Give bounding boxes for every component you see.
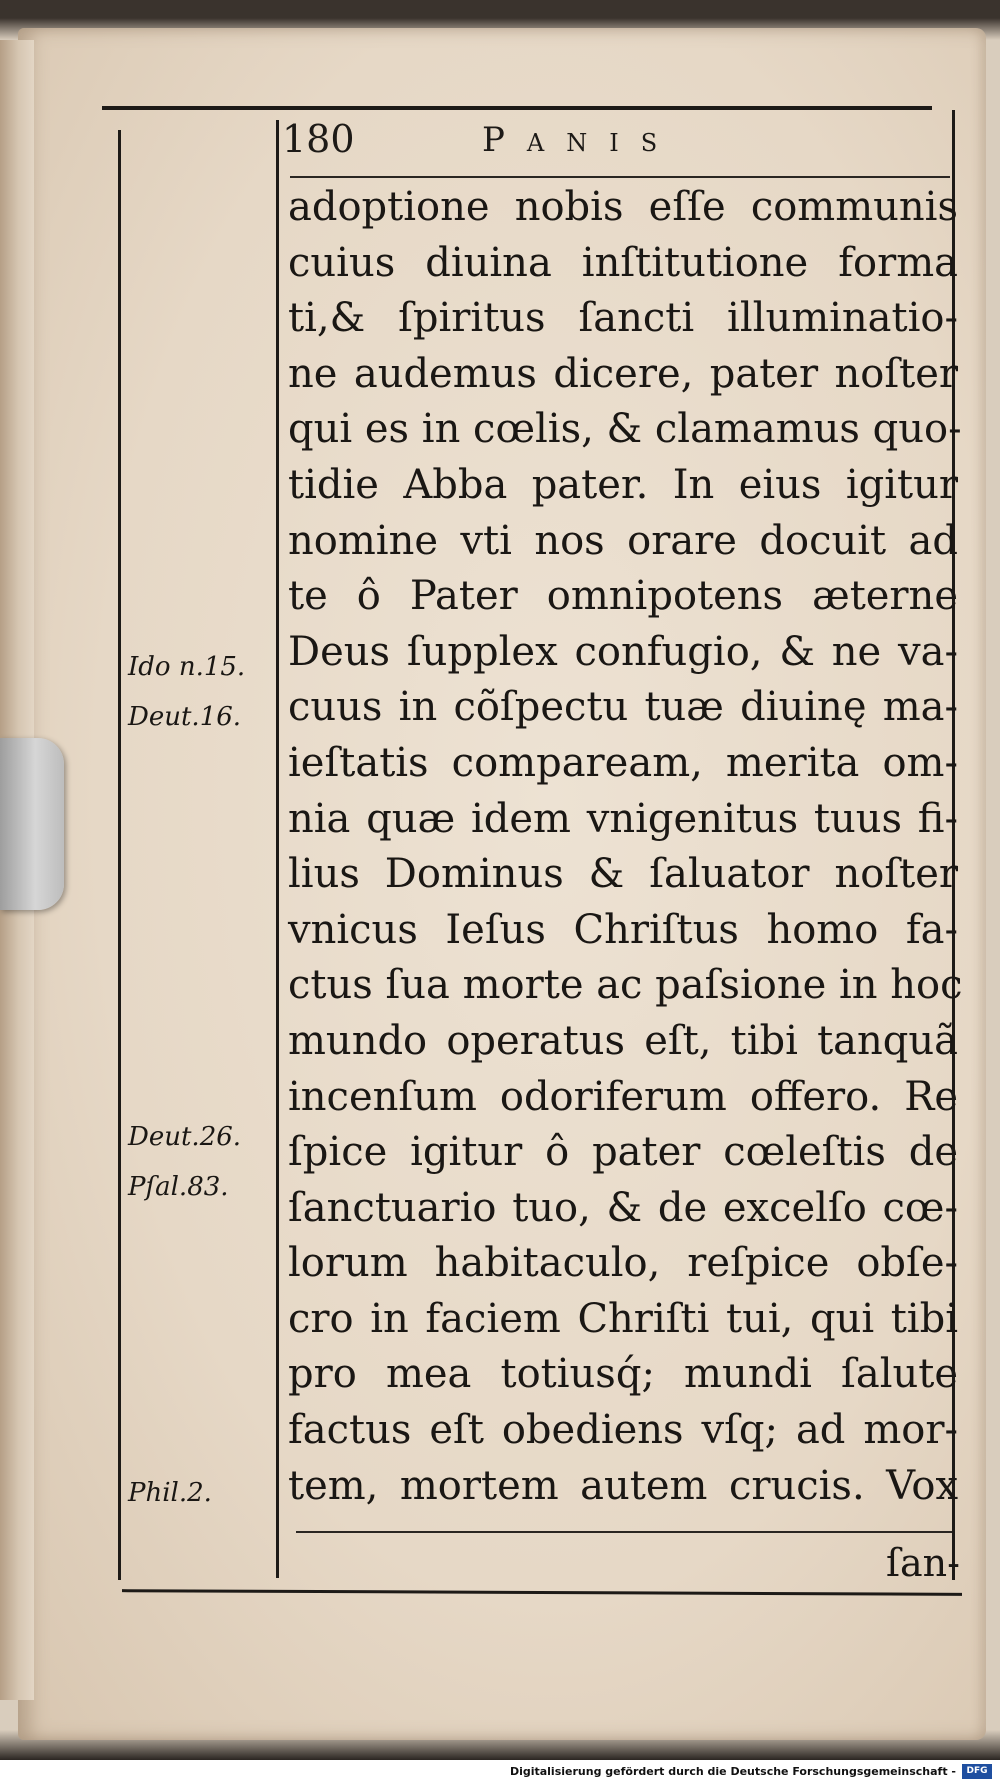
running-head: Panis	[482, 120, 680, 160]
text-line: lius Dominus & ſaluator noſter	[288, 851, 958, 898]
text-line: ti,& ſpiritus ſancti illuminatio-	[288, 295, 958, 342]
text-line: tidie Abba pater. In eius igitur	[288, 461, 958, 508]
digitization-credit: Digitalisierung gefördert durch die Deutsche Forschungsgemeinschaft -	[509, 1765, 956, 1778]
marginal-note: Pſal.83.	[128, 1172, 229, 1202]
marginal-note: Phil.2.	[128, 1478, 212, 1508]
body-text	[288, 180, 963, 1514]
page-clip	[0, 738, 64, 910]
text-line: ne audemus dicere, pater noſter	[288, 350, 958, 397]
text-line: ieſtatis compaream, merita om-	[288, 739, 958, 786]
catchword: ſan-	[885, 1541, 960, 1585]
text-line: te ô Pater omnipotens æterne	[288, 573, 958, 620]
text-line: pro mea totiusq́; mundi ſalute	[288, 1351, 958, 1398]
text-line: nomine vti nos orare docuit ad	[288, 517, 958, 564]
text-line: qui es in cœlis, & clamamus quo-	[288, 406, 962, 453]
margin-divider-rule	[276, 120, 279, 1578]
footer-rule	[296, 1531, 952, 1533]
frame-top-rule	[102, 106, 932, 110]
text-line: mundo operatus eſt, tibi tanquã	[288, 1017, 958, 1064]
text-line: factus eſt obediens vſq; ad mor-	[288, 1407, 958, 1454]
text-line: adoptione nobis eſſe communis	[288, 184, 958, 230]
marginal-note: Deut.16.	[128, 702, 242, 732]
marginal-note: Ido n.15.	[128, 652, 246, 682]
page-header	[282, 112, 942, 172]
text-line: cro in faciem Chriſti tui, qui tibi	[288, 1295, 958, 1342]
text-line: ſanctuario tuo, & de excelſo cœ-	[288, 1184, 958, 1231]
text-line: Deus ſupplex confugio, & ne va-	[288, 628, 958, 675]
frame-left-rule	[118, 130, 121, 1580]
dfg-logo-icon: DFG	[962, 1764, 992, 1779]
text-line: cuius diuina inſtitutione forma	[288, 239, 958, 286]
text-line: ſpice igitur ô pater cœleſtis de	[288, 1129, 958, 1176]
page-number: 180	[282, 117, 355, 161]
text-line: tem, mortem autem crucis. Vox	[288, 1462, 958, 1509]
text-line: ctus ſua morte ac paſsione in hoc	[288, 962, 963, 1009]
text-line: cuus in cõſpectu tuæ diuinę ma-	[288, 684, 958, 731]
text-line: nia quæ idem vnigenitus tuus fi-	[288, 795, 958, 842]
text-line: incenſum odoriferum offero. Re	[288, 1073, 958, 1120]
text-line: vnicus Ieſus Chriſtus homo fa-	[288, 906, 958, 953]
header-rule	[290, 176, 950, 178]
text-line: lorum habitaculo, reſpice obſe-	[288, 1240, 958, 1287]
marginal-note: Deut.26.	[128, 1122, 242, 1152]
